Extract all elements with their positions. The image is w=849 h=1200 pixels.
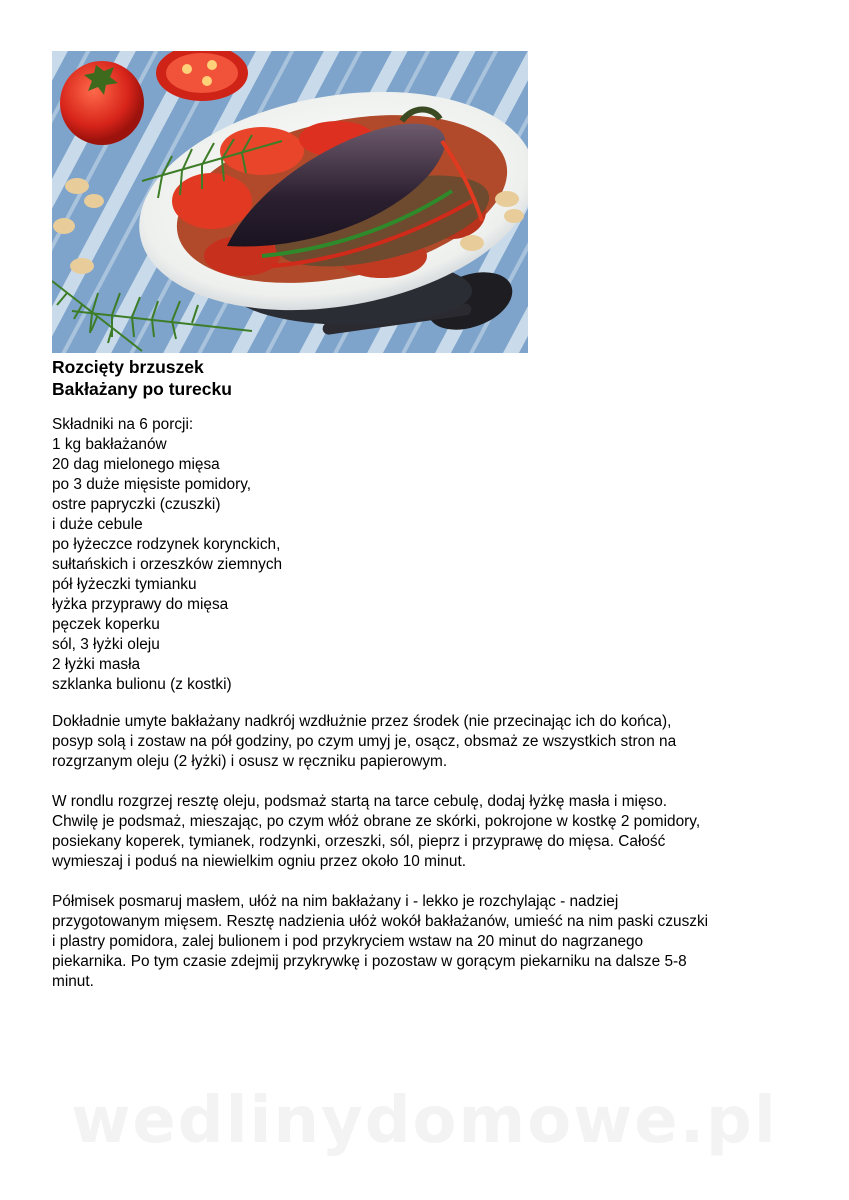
text-line: piekarnika. Po tym czasie zdejmij przykrywkę i pozostaw w gorącym piekarniku na dalsze 5-8 (52, 953, 687, 970)
ingredient-item: pęczek koperku (52, 616, 160, 633)
ingredient-item: szklanka bulionu (z kostki) (52, 676, 232, 693)
text-line: rozgrzanym oleju (2 łyżki) i osusz w ręczniku papierowym. (52, 753, 448, 770)
ingredient-item: ostre papryczki (czuszki) (52, 496, 221, 513)
recipe-title (52, 356, 232, 400)
ingredient-item: i duże cebule (52, 516, 143, 533)
instruction-paragraph-2 (52, 792, 812, 872)
ingredient-item: Składniki na 6 porcji: (52, 416, 194, 433)
ingredient-item: 1 kg bakłażanów (52, 436, 167, 453)
tomato-icon (60, 61, 144, 145)
text-line: wymieszaj i poduś na niewielkim ogniu przez około 10 minut. (52, 853, 467, 870)
text-line: przygotowanym mięsem. Resztę nadzienia ułóż wokół bakłażanów, umieść na nim paski czuszki (52, 913, 709, 930)
title-line-2: Bakłażany po turecku (52, 379, 232, 399)
text-line: W rondlu rozgrzej resztę oleju, podsmaż startą na tarce cebulę, dodaj łyżkę masła i mięso. (52, 793, 668, 810)
text-line: Chwilę je podsmaż, mieszając, po czym włóż obrane ze skórki, pokrojone w kostkę 2 pomidory, (52, 813, 701, 830)
title-line-1: Rozcięty brzuszek (52, 357, 204, 377)
text-line: Półmisek posmaruj masłem, ułóż na nim bakłażany i - lekko je rozchylając - nadziej (52, 893, 619, 910)
text-line: posiekany koperek, tymianek, rodzynki, orzeszki, sól, pieprz i przyprawę do mięsa. Całość (52, 833, 666, 850)
recipe-photo (52, 51, 528, 353)
ingredients-list (52, 415, 282, 695)
ingredient-item: 20 dag mielonego mięsa (52, 456, 220, 473)
text-line: i plastry pomidora, zalej bulionem i pod przykryciem wstaw na 20 minut do nagrzanego (52, 933, 644, 950)
instruction-paragraph-1 (52, 712, 812, 772)
watermark: wedlinydomowe.pl (71, 1084, 778, 1158)
text-line: minut. (52, 973, 94, 990)
ingredient-item: sól, 3 łyżki oleju (52, 636, 160, 653)
ingredient-item: łyżka przyprawy do mięsa (52, 596, 229, 613)
text-line: posyp solą i zostaw na pół godziny, po czym umyj je, osącz, obsmaż ze wszystkich stron na (52, 733, 677, 750)
ingredient-item: sułtańskich i orzeszków ziemnych (52, 556, 283, 573)
ingredient-item: 2 łyżki masła (52, 656, 141, 673)
instruction-paragraph-3 (52, 892, 812, 992)
ingredient-item: po łyżeczce rodzynek korynckich, (52, 536, 281, 553)
ingredient-item: po 3 duże mięsiste pomidory, (52, 476, 252, 493)
ingredient-item: pół łyżeczki tymianku (52, 576, 197, 593)
instructions (52, 712, 812, 1012)
text-line: Dokładnie umyte bakłażany nadkrój wzdłużnie przez środek (nie przecinając ich do końca), (52, 713, 672, 730)
